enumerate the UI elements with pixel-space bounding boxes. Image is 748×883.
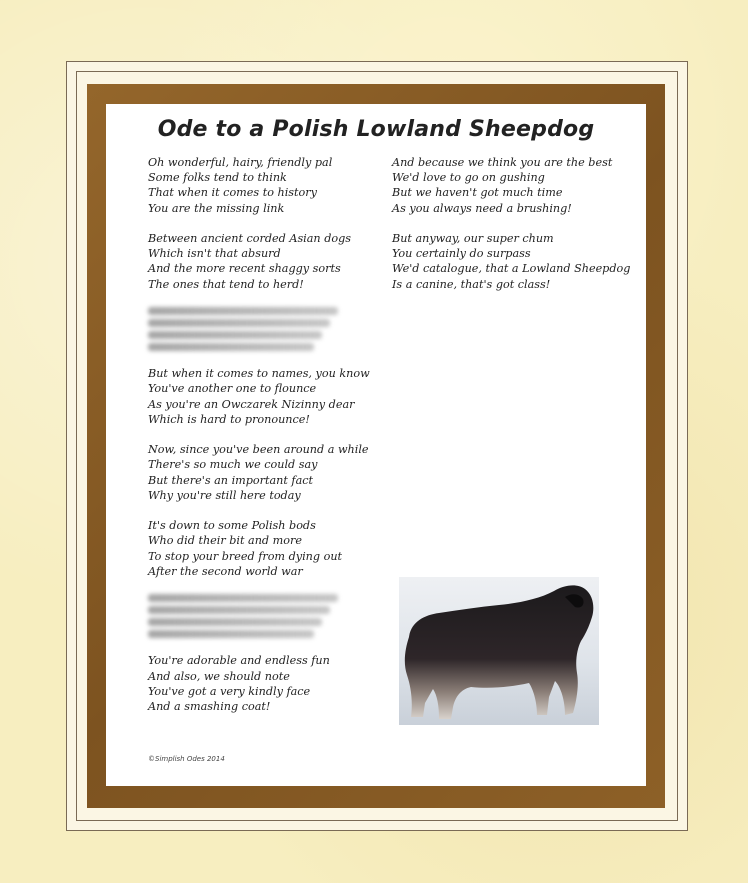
poem-line: It's down to some Polish bods	[148, 519, 316, 533]
poem-stanza	[148, 653, 378, 714]
poem-line: Is a canine, that's got class!	[392, 277, 551, 291]
poem-line: Who did their bit and more	[148, 534, 302, 548]
poem-line: Which isn't that absurd	[148, 247, 281, 261]
poem-line: Oh wonderful, hairy, friendly pal	[148, 156, 333, 169]
poem-line: But we haven't got much time	[392, 186, 563, 200]
poem-stanza	[148, 442, 378, 503]
copyright-credit: ©Simplish Odes 2014	[148, 755, 225, 763]
poem-line: After the second world war	[148, 564, 303, 578]
poem-line	[148, 606, 330, 614]
poem-stanza	[148, 366, 378, 427]
poem-line: We'd love to go on gushing	[392, 171, 545, 185]
poem-line: You certainly do surpass	[392, 247, 531, 261]
blurred-stanza	[148, 594, 378, 638]
poem-paper	[106, 104, 646, 786]
poem-stanza	[392, 231, 632, 292]
poem-stanza	[148, 155, 378, 216]
sheepdog-silhouette	[399, 577, 599, 725]
poem-line: You are the missing link	[148, 201, 285, 215]
poem-line: Now, since you've been around a while	[148, 443, 369, 457]
poem-title: Ode to a Polish Lowland Sheepdog	[157, 117, 595, 142]
poem-stanza	[392, 155, 632, 216]
blurred-stanza	[148, 307, 378, 351]
poem-line: And because we think you are the best	[392, 156, 613, 169]
poem-line: Why you're still here today	[148, 488, 301, 502]
poem-line: The ones that tend to herd!	[148, 277, 304, 291]
poem-line	[148, 331, 322, 339]
poem-line: Between ancient corded Asian dogs	[148, 232, 351, 245]
poem-line	[148, 594, 338, 602]
poem-line: As you always need a brushing!	[392, 201, 572, 215]
poem-line	[148, 618, 322, 626]
poem-line: You're adorable and endless fun	[148, 654, 330, 668]
poem-line	[148, 343, 314, 351]
poem-line: Some folks tend to think	[148, 171, 287, 185]
poem-line: You've got a very kindly face	[148, 684, 311, 698]
poem-line	[148, 630, 314, 638]
poem-line	[148, 307, 338, 315]
poem-line: But there's an important fact	[148, 473, 313, 487]
sheepdog-photo	[399, 577, 599, 725]
poem-line: As you're an Owczarek Nizinny dear	[148, 397, 355, 411]
poem-line: And a smashing coat!	[148, 699, 271, 713]
poem-stanza	[148, 231, 378, 292]
poem-left-column	[148, 155, 378, 729]
poem-right-column	[392, 155, 632, 307]
poem-line: But anyway, our super chum	[392, 232, 554, 245]
poem-line	[148, 319, 330, 327]
poem-line: But when it comes to names, you know	[148, 367, 370, 381]
poem-line: We'd catalogue, that a Lowland Sheepdog	[392, 262, 631, 276]
poem-line: To stop your breed from dying out	[148, 549, 343, 563]
poem-line: You've another one to flounce	[148, 382, 317, 396]
poem-stanza	[148, 518, 378, 579]
poem-line: There's so much we could say	[148, 458, 318, 472]
poem-line: And the more recent shaggy sorts	[148, 262, 341, 276]
poem-line: And also, we should note	[148, 669, 290, 683]
poem-line: That when it comes to history	[148, 186, 317, 200]
poem-line: Which is hard to pronounce!	[148, 412, 310, 426]
